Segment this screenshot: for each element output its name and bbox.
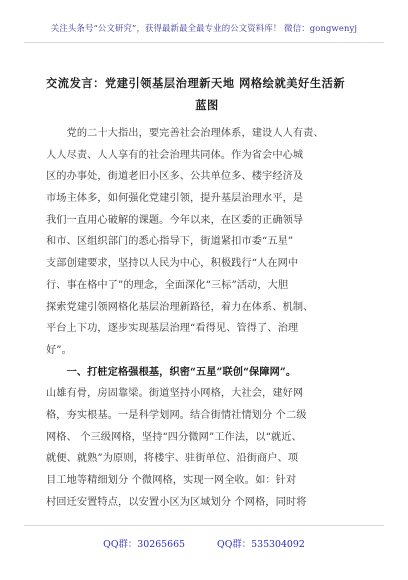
section-heading: 一、打桩定格强根基，织密“五星”联创“保障网”。 xyxy=(46,365,297,378)
header-divider xyxy=(24,42,384,43)
footer-divider xyxy=(24,525,384,526)
title-line-1: 交流发言：党建引领基层治理新天地 网格绘就美好生活新 xyxy=(46,76,346,90)
body-text-line: 山雄有骨，房固靠梁。街道坚持小网格，大社会，建好网 xyxy=(46,388,304,400)
document-title xyxy=(46,72,368,116)
document-body xyxy=(46,123,366,513)
body-text-line: 就便、就熟”为原则，将楼宇、驻街单位、沿街商户、项 xyxy=(46,453,299,465)
body-text-line: 网格、 个三级网格，坚持“四分微网”工作法，以“就近、 xyxy=(46,431,302,443)
body-text-line: 支部创建要求，坚持以人民为中心，积极践行“人在网中 xyxy=(46,258,299,270)
body-text-line: 区的办事处，街道老旧小区多、公共单位多、楼宇经济及 xyxy=(46,171,304,183)
body-text-line: 格，夯实根基。一是科学划网。结合街情社情划分 个二级 xyxy=(46,409,307,421)
footer-qq-group-1: QQ群：30265665 xyxy=(103,539,186,550)
body-text-line: 探索党建引领网格化基层治理新路径，着力在体系、机制、 xyxy=(46,301,314,313)
body-text-line: 党的二十大指出，要完善社会治理体系，建设人人有责、 xyxy=(46,128,324,139)
body-text-line: 村回迁安置特点，以安置小区为区域划分 个网格，同时将 xyxy=(46,496,307,508)
header-banner: 关注头条号“公文研究”，获得最新最全最专业的公文资料库！ 微信：gongwenyj xyxy=(50,23,358,33)
body-text-line: 我们一直用心破解的课题。今年以来，在区委的正确领导 xyxy=(46,214,304,226)
body-text-line: 市场主体多，如何强化党建引领，提升基层治理水平，是 xyxy=(46,193,304,205)
body-text-line: 人人尽责、人人享有的社会治理共同体。作为省会中心城 xyxy=(46,149,304,161)
footer xyxy=(0,536,408,550)
footer-qq-group-2: QQ群：535304092 xyxy=(217,539,305,550)
body-text-line: 平台上下功，逐步实现基层治理“看得见、管得了、治理 xyxy=(46,323,299,335)
body-text-line: 目工地等精细划分 个微网格，实现一网全收。如：针对 xyxy=(46,475,297,486)
body-text-line: 行、事在格中了”的理念，全面深化“三标”活动，大胆 xyxy=(46,279,289,291)
body-text-line: 和市、区组织部门的悉心指导下，街道紧扣市委“五星” xyxy=(46,236,294,248)
title-line-2: 蓝图 xyxy=(195,98,219,112)
body-text-line: 好”。 xyxy=(46,344,72,356)
